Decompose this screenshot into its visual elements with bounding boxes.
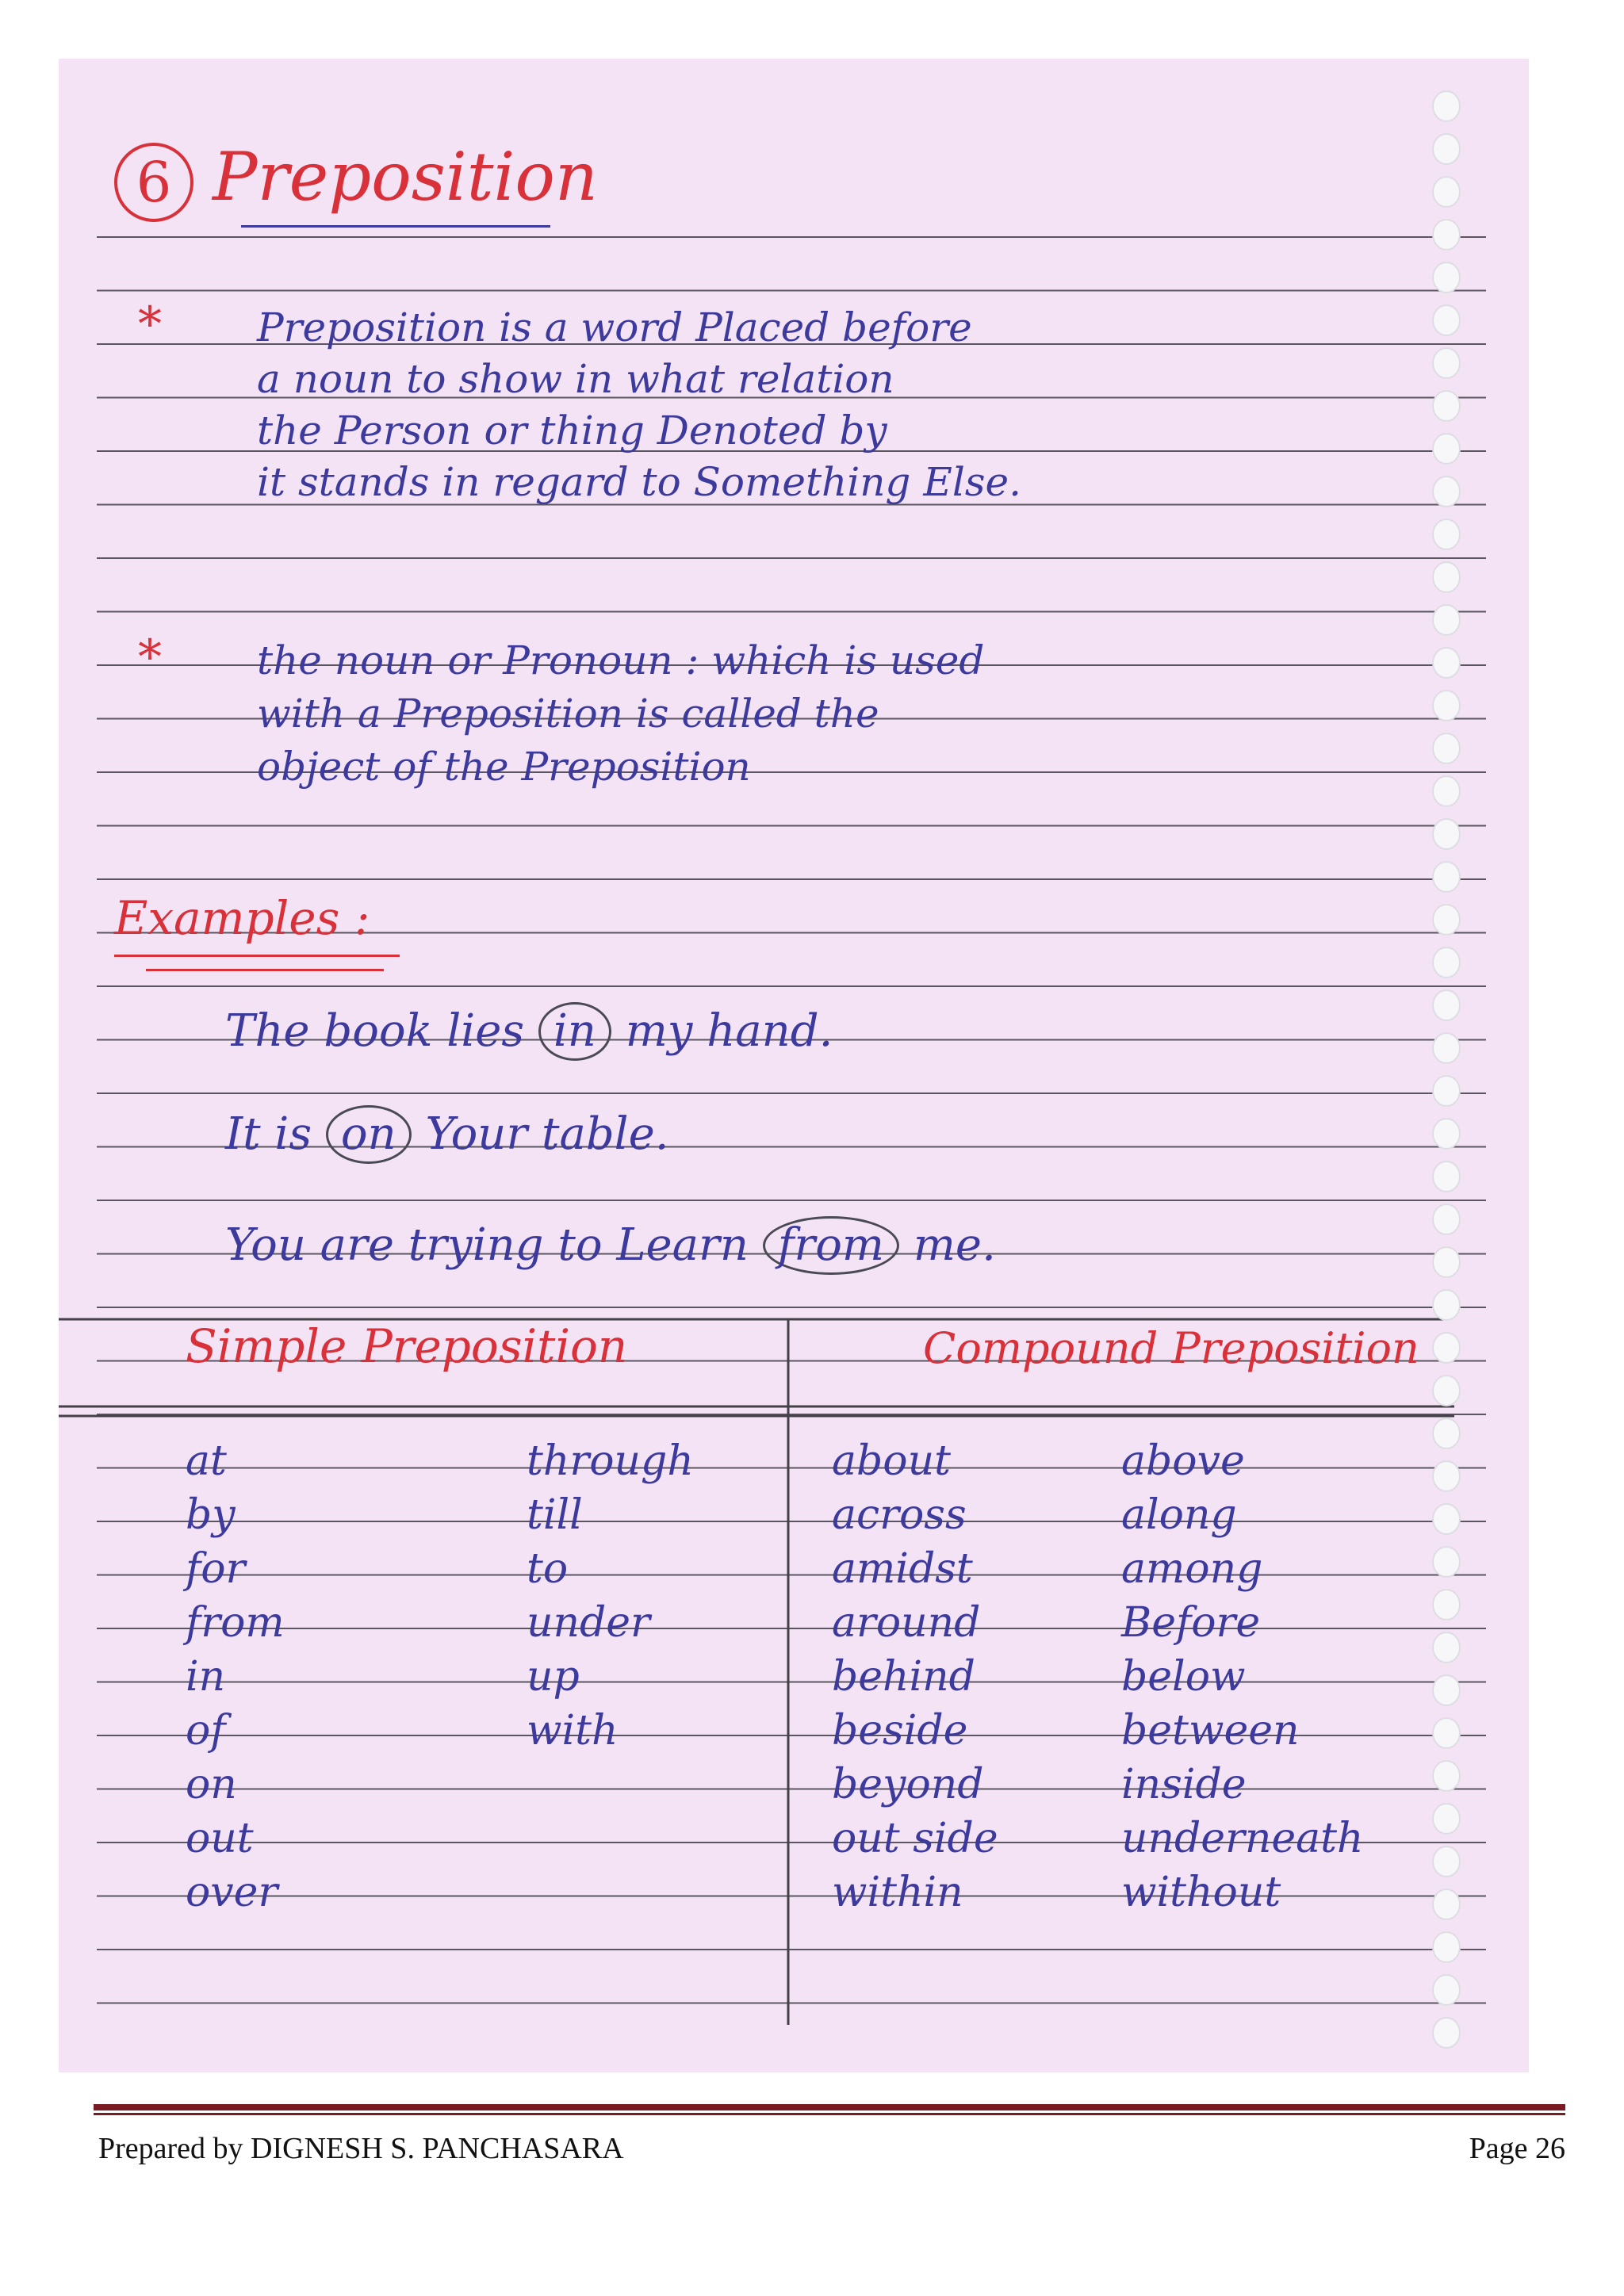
binder-hole [1432, 1503, 1461, 1535]
binder-hole [1432, 604, 1461, 636]
word: behind [832, 1653, 975, 1701]
binder-hole [1432, 1289, 1461, 1321]
word: beside [832, 1707, 968, 1755]
binder-hole [1432, 947, 1461, 978]
word: for [186, 1545, 246, 1593]
example-text: It is [225, 1108, 312, 1160]
example-text: Your table. [425, 1108, 669, 1160]
binder-hole [1432, 176, 1461, 208]
word: over [186, 1869, 278, 1916]
definition-2-line: the noun or Pronoun : which is used [257, 637, 985, 683]
binder-hole [1432, 304, 1461, 336]
word: underneath [1121, 1815, 1364, 1862]
word: up [527, 1653, 580, 1701]
word: through [527, 1437, 694, 1485]
binder-hole [1432, 90, 1461, 122]
binder-hole [1432, 1974, 1461, 2006]
word: below [1121, 1653, 1246, 1701]
word: Before [1121, 1599, 1261, 1647]
binder-hole [1432, 347, 1461, 379]
binder-hole [1432, 775, 1461, 807]
binder-hole [1432, 133, 1461, 165]
word: above [1121, 1437, 1245, 1485]
circled-preposition: on [326, 1105, 412, 1164]
binder-hole [1432, 861, 1461, 893]
section-title: Preposition [213, 138, 598, 216]
word: out side [832, 1815, 998, 1862]
binder-hole [1432, 904, 1461, 936]
binder-hole [1432, 1332, 1461, 1364]
word: beyond [832, 1761, 984, 1808]
circled-preposition: in [538, 1002, 611, 1061]
binder-hole [1432, 1032, 1461, 1064]
compound-col-2 [1121, 1434, 1364, 1919]
simple-col-2 [527, 1434, 694, 1758]
binder-hole [1432, 989, 1461, 1021]
binder-hole [1432, 1589, 1461, 1621]
word: with [527, 1707, 619, 1755]
word: to [527, 1545, 569, 1593]
compound-preposition-heading: Compound Preposition [923, 1323, 1419, 1373]
word: without [1121, 1869, 1281, 1916]
section-heading [114, 138, 598, 222]
word: on [186, 1761, 237, 1808]
definition-2-line: with a Preposition is called the [257, 691, 879, 737]
binder-hole [1432, 818, 1461, 850]
word: about [832, 1437, 951, 1485]
footer-author: Prepared by DIGNESH S. PANCHASARA [98, 2132, 624, 2165]
example-sentence [225, 1216, 996, 1275]
binder-hole [1432, 433, 1461, 465]
binder-hole [1432, 1674, 1461, 1706]
binder-hole [1432, 1375, 1461, 1406]
title-underline [241, 225, 550, 228]
binder-hole [1432, 262, 1461, 293]
word: along [1121, 1491, 1237, 1539]
binder-hole [1432, 1931, 1461, 1963]
binder-hole [1432, 1075, 1461, 1107]
footer-page-number: Page 26 [1469, 2132, 1565, 2165]
word: around [832, 1599, 981, 1647]
notebook-page-scan [59, 59, 1529, 2072]
definition-1-line: the Person or thing Denoted by [257, 408, 887, 453]
definition-1-line: it stands in regard to Something Else. [257, 459, 1021, 505]
definition-1-line: a noun to show in what relation [257, 356, 894, 402]
word: across [832, 1491, 967, 1539]
binder-hole [1432, 1632, 1461, 1663]
example-sentence [225, 1002, 833, 1061]
example-text: my hand. [625, 1005, 833, 1057]
simple-preposition-heading: Simple Preposition [186, 1319, 628, 1373]
circled-preposition: from [763, 1216, 899, 1275]
bullet-asterisk: * [138, 629, 162, 685]
examples-heading: Examples : [114, 891, 370, 945]
word: inside [1121, 1761, 1247, 1808]
word: at [186, 1437, 227, 1485]
examples-underline [146, 969, 384, 971]
example-text: You are trying to Learn [225, 1219, 749, 1271]
binder-hole [1432, 1246, 1461, 1278]
binder-hole [1432, 519, 1461, 550]
binder-hole [1432, 1118, 1461, 1150]
binder-hole [1432, 733, 1461, 764]
binder-hole [1432, 1846, 1461, 1877]
definition-2-line: object of the Preposition [257, 744, 751, 790]
word: in [186, 1653, 226, 1701]
binder-hole [1432, 390, 1461, 422]
word: out [186, 1815, 254, 1862]
binder-hole [1432, 476, 1461, 507]
binder-hole [1432, 1418, 1461, 1449]
binder-hole [1432, 1760, 1461, 1792]
word: between [1121, 1707, 1300, 1755]
binder-hole [1432, 561, 1461, 593]
examples-underline [114, 955, 400, 957]
binder-hole [1432, 1460, 1461, 1492]
binder-hole [1432, 1546, 1461, 1578]
word: of [186, 1707, 226, 1755]
example-text: me. [913, 1219, 996, 1271]
binder-hole [1432, 2017, 1461, 2049]
binder-hole [1432, 647, 1461, 679]
binder-hole [1432, 1888, 1461, 1920]
example-text: The book lies [225, 1005, 525, 1057]
footer-rule [94, 2113, 1565, 2115]
section-number: 6 [114, 143, 193, 222]
word: under [527, 1599, 650, 1647]
word: amidst [832, 1545, 973, 1593]
binder-hole [1432, 690, 1461, 721]
binder-hole [1432, 1161, 1461, 1192]
binder-hole [1432, 1203, 1461, 1235]
word: from [186, 1599, 285, 1647]
bullet-asterisk: * [138, 297, 162, 352]
word: among [1121, 1545, 1263, 1593]
binder-hole [1432, 219, 1461, 251]
binder-hole [1432, 1803, 1461, 1835]
binder-holes [1432, 75, 1480, 2072]
simple-col-1 [186, 1434, 285, 1919]
footer-rule [94, 2104, 1565, 2110]
word: till [527, 1491, 583, 1539]
word: by [186, 1491, 236, 1539]
word: within [832, 1869, 963, 1916]
compound-col-1 [832, 1434, 998, 1919]
example-sentence [225, 1105, 669, 1164]
binder-hole [1432, 1717, 1461, 1749]
definition-1-line: Preposition is a word Placed before [257, 304, 972, 350]
